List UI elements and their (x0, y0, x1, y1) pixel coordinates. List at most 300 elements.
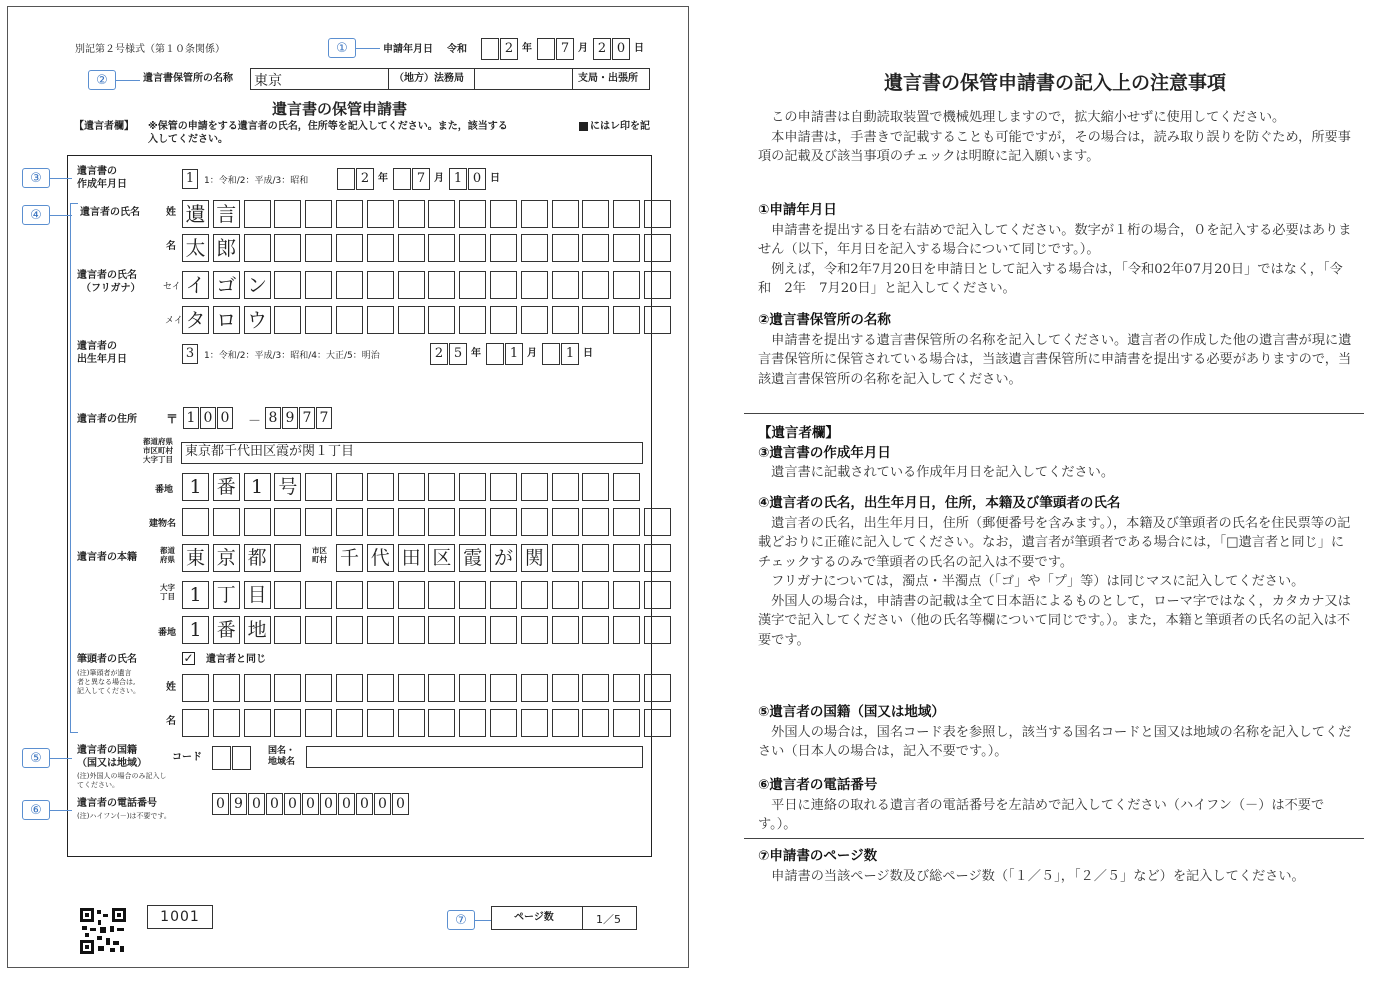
char-box[interactable] (305, 306, 332, 334)
phone-label: 遺言者の電話番号 (77, 798, 157, 809)
char-box[interactable] (305, 674, 332, 702)
date-digit-box[interactable]: 2 (500, 38, 518, 60)
char-box[interactable] (398, 271, 425, 299)
char-box[interactable] (459, 709, 486, 737)
char-box[interactable] (274, 200, 301, 228)
char-box[interactable] (644, 581, 671, 609)
char-box[interactable] (244, 709, 271, 737)
date-digit-box[interactable] (337, 168, 355, 190)
marker-4: ④ (22, 205, 50, 225)
date-digit-box[interactable]: 0 (612, 38, 630, 60)
char-box[interactable] (398, 200, 425, 228)
char-box[interactable] (552, 306, 579, 334)
char-box[interactable]: 0 (217, 407, 233, 429)
date-unit: 年 (378, 173, 388, 184)
char-box[interactable] (582, 271, 609, 299)
char-box[interactable] (398, 709, 425, 737)
notes-s3-head: ③遺言書の作成年月日 (758, 444, 891, 461)
char-box[interactable] (336, 709, 363, 737)
char-box[interactable] (613, 508, 640, 536)
date-digit-box[interactable] (393, 168, 411, 190)
char-box[interactable] (613, 709, 640, 737)
nation-note (77, 772, 166, 790)
char-box[interactable] (459, 581, 486, 609)
char-box[interactable] (552, 616, 579, 644)
char-box[interactable] (521, 508, 548, 536)
char-box[interactable] (305, 200, 332, 228)
char-box[interactable] (521, 306, 548, 334)
char-box[interactable] (582, 508, 609, 536)
postal-digit-box[interactable]: 9 (282, 407, 298, 429)
char-box[interactable]: 郎 (213, 234, 240, 262)
char-box[interactable] (305, 473, 332, 501)
char-box[interactable]: 言 (213, 200, 240, 228)
nation-note-2: てください。 (77, 781, 119, 789)
birth-era-options: 1：令和/2：平成/3：昭和/4：大正/5：明治 (204, 351, 380, 361)
nation-name-label-1: 国名・ (268, 746, 296, 756)
date-unit: 月 (527, 348, 537, 359)
hittou-mei-label: 名 (166, 716, 176, 727)
char-box[interactable] (459, 473, 486, 501)
char-box[interactable] (336, 674, 363, 702)
notes-s4-body: 遺言者の氏名，出生年月日，住所（郵便番号を含みます。），本籍及び筆頭者の氏名を住民票等の記載どおりに正確に記入してください。なお，遺言者が筆頭者である場合には，「□遺言者と同じ」にチェックするのみで筆頭者の氏名の記入は不要です。 フリガナについては，濁点・半濁点（「ゴ」や「プ」等）は同じマスに記入してください。 外国人の場合は，申請書の記載は全て日本語によるものとして，ローマ字ではなく，カタカナ又は漢字で記入してください（他の氏名等欄について同じです。）。また，本籍と筆頭者の氏名の記入は不要です。 (758, 515, 1351, 648)
date-digit-box[interactable]: 7 (412, 168, 430, 190)
oaza-label-1: 大字 (160, 583, 175, 592)
marker-4-connector (50, 215, 72, 216)
notes-section-head: 【遺言者欄】 (758, 425, 839, 441)
char-box[interactable]: 1 (182, 616, 209, 644)
char-box[interactable] (367, 200, 394, 228)
char-box[interactable]: ゴ (213, 271, 240, 299)
char-box[interactable] (644, 544, 671, 572)
char-box[interactable] (490, 508, 517, 536)
hittou-note (77, 669, 140, 696)
nation-name-label (268, 746, 295, 768)
char-box[interactable] (182, 709, 209, 737)
notes-s1-head: ①申請年月日 (758, 202, 837, 218)
office-mid: （地方）法務局 (394, 73, 464, 84)
char-box[interactable] (336, 306, 363, 334)
char-box[interactable] (521, 674, 548, 702)
char-box[interactable]: 遺 (182, 200, 209, 228)
char-box[interactable] (490, 306, 517, 334)
char-box[interactable] (182, 508, 209, 536)
office-divider (388, 68, 389, 90)
char-box[interactable] (613, 544, 640, 572)
page-label: ページ数 (514, 912, 554, 923)
char-box[interactable] (490, 581, 517, 609)
apply-era: 令和 (447, 44, 467, 55)
char-box[interactable]: 1 (244, 473, 271, 501)
nation-label-2: （国又は地域） (77, 758, 147, 769)
char-box[interactable]: 9 (230, 793, 247, 815)
char-box[interactable] (644, 616, 671, 644)
char-box[interactable] (213, 709, 240, 737)
char-box[interactable] (521, 616, 548, 644)
char-box[interactable] (367, 616, 394, 644)
char-box[interactable] (428, 508, 455, 536)
char-box[interactable] (305, 271, 332, 299)
char-box[interactable] (552, 200, 579, 228)
char-box[interactable] (521, 200, 548, 228)
char-box[interactable] (398, 616, 425, 644)
nation-code-box[interactable] (232, 746, 251, 770)
char-box[interactable] (274, 674, 301, 702)
date-digit-box[interactable] (486, 343, 504, 365)
char-box[interactable]: イ (182, 271, 209, 299)
date-digit-box[interactable]: 2 (356, 168, 374, 190)
char-box[interactable] (244, 508, 271, 536)
char-box[interactable]: 0 (212, 793, 229, 815)
oaza-label-2: 丁目 (160, 592, 175, 601)
hittou-note-3: 記入してください。 (77, 687, 140, 695)
char-box[interactable] (490, 709, 517, 737)
char-box[interactable] (367, 581, 394, 609)
nation-name-label-2: 地域名 (268, 757, 296, 767)
pref-label-3: 大字丁目 (143, 455, 173, 464)
char-box[interactable] (552, 674, 579, 702)
char-box[interactable] (305, 616, 332, 644)
char-box[interactable] (398, 306, 425, 334)
char-box[interactable] (305, 508, 332, 536)
char-box[interactable] (582, 306, 609, 334)
char-box[interactable] (305, 709, 332, 737)
nation-code-box[interactable] (212, 746, 231, 770)
date-digit-box[interactable]: 7 (556, 38, 574, 60)
char-box[interactable] (490, 616, 517, 644)
form-id: 別記第２号様式（第１０条関係） (75, 44, 225, 55)
nation-label-1: 遺言者の国籍 (77, 745, 137, 756)
page-value[interactable]: 1／5 (596, 913, 621, 926)
pref-field[interactable]: 東京都千代田区霞が関１丁目 (181, 442, 643, 464)
char-box[interactable]: 0 (374, 793, 391, 815)
notes-separator (744, 838, 1364, 839)
date-unit: 月 (578, 43, 588, 54)
char-box[interactable]: 番 (213, 473, 240, 501)
char-box[interactable] (244, 674, 271, 702)
char-box[interactable] (367, 306, 394, 334)
char-box[interactable]: 0 (356, 793, 373, 815)
char-box[interactable]: 東 (182, 544, 209, 572)
char-box[interactable] (336, 473, 363, 501)
char-box[interactable]: 京 (213, 544, 240, 572)
char-box[interactable] (428, 271, 455, 299)
char-box[interactable] (274, 544, 301, 572)
char-box[interactable] (274, 616, 301, 644)
page-divider (582, 906, 583, 930)
char-box[interactable] (552, 473, 579, 501)
char-box[interactable] (428, 709, 455, 737)
char-box[interactable]: 関 (521, 544, 548, 572)
char-box[interactable] (459, 674, 486, 702)
char-box[interactable]: 号 (274, 473, 301, 501)
notes-s3-body: 遺言書に記載されている作成年月日を記入してください。 (758, 465, 1115, 480)
char-box[interactable] (367, 473, 394, 501)
hittou-note-1: (注)筆頭者が遺言 (77, 669, 132, 677)
hittou-note-2: 者と異なる場合は, (77, 678, 136, 686)
char-box[interactable] (613, 616, 640, 644)
date-digit-box[interactable] (542, 343, 560, 365)
char-box[interactable] (336, 581, 363, 609)
char-box[interactable] (644, 234, 671, 262)
char-box[interactable] (521, 234, 548, 262)
section-note-2: にはレ印を記 (590, 121, 650, 132)
marker-7: ⑦ (447, 910, 475, 930)
char-box[interactable]: 代 (367, 544, 394, 572)
char-box[interactable]: 区 (428, 544, 455, 572)
char-box[interactable] (490, 473, 517, 501)
marker-7-connector (475, 920, 491, 921)
notes-s1-body: 申請書を提出する日を右詰めで記入してください。数字が１桁の場合，０を記入する必要はありません（以下，年月日を記入する場合について同じです。）。 例えば，令和2年7月20日を申請日として記入する場合は，「令和02年07月20日」ではなく，「令和 2年 7月20日」と記入してください。 (758, 222, 1352, 296)
char-box[interactable] (490, 674, 517, 702)
char-box[interactable]: が (490, 544, 517, 572)
notes-s6-body: 平日に連絡の取れる遺言者の電話番号を左詰めで記入してください（ハイフン（－）は不要です。）。 (758, 797, 1325, 832)
notes-s7-head: ⑦申請書のページ数 (758, 848, 878, 864)
created-era-code[interactable]: 1 (182, 169, 198, 189)
birth-era-code[interactable]: 3 (182, 344, 198, 364)
char-box[interactable]: ウ (244, 306, 271, 334)
char-box[interactable] (336, 508, 363, 536)
char-box[interactable] (274, 234, 301, 262)
char-box[interactable] (459, 306, 486, 334)
char-box[interactable]: 1 (182, 473, 209, 501)
char-box[interactable]: 0 (320, 793, 337, 815)
char-box[interactable] (613, 473, 640, 501)
notes-s2 (758, 311, 1352, 389)
notes-s6-head: ⑥遺言者の電話番号 (758, 777, 878, 793)
honseki-banchi-label: 番地 (158, 628, 177, 638)
date-unit: 月 (434, 173, 444, 184)
notes-title: 遺言書の保管申請書の記入上の注意事項 (883, 72, 1226, 94)
phone-note: (注)ハイフン(－)は不要です。 (77, 812, 171, 820)
char-box[interactable] (644, 200, 671, 228)
char-box[interactable]: 1 (182, 581, 209, 609)
char-box[interactable]: 1 (183, 407, 199, 429)
char-box[interactable] (398, 674, 425, 702)
notes-s4-head: ④遺言者の氏名，出生年月日，住所，本籍及び筆頭者の氏名 (758, 495, 1121, 511)
date-unit: 日 (490, 173, 500, 184)
char-box[interactable]: 0 (200, 407, 216, 429)
date-digit-box[interactable] (537, 38, 555, 60)
char-box[interactable]: 太 (182, 234, 209, 262)
char-box[interactable] (552, 544, 579, 572)
char-box[interactable] (582, 200, 609, 228)
char-box[interactable] (582, 709, 609, 737)
char-box[interactable] (213, 508, 240, 536)
char-box[interactable] (367, 234, 394, 262)
char-box[interactable] (398, 473, 425, 501)
char-box[interactable] (582, 234, 609, 262)
char-box[interactable] (521, 581, 548, 609)
char-box[interactable]: 千 (336, 544, 363, 572)
notes-s3 (758, 424, 1352, 483)
char-box[interactable]: 0 (284, 793, 301, 815)
apply-date-label: 申請年月日 (383, 44, 433, 55)
char-box[interactable] (490, 234, 517, 262)
char-box[interactable]: 0 (302, 793, 319, 815)
char-box[interactable] (613, 234, 640, 262)
char-box[interactable] (336, 234, 363, 262)
char-box[interactable] (428, 200, 455, 228)
char-box[interactable] (613, 271, 640, 299)
building-label: 建物名 (149, 519, 177, 529)
marker-5-connector (50, 758, 72, 759)
char-box[interactable] (490, 200, 517, 228)
char-box[interactable] (274, 581, 301, 609)
char-box[interactable] (644, 674, 671, 702)
marker-5: ⑤ (22, 748, 50, 768)
date-digit-box[interactable]: 1 (449, 168, 467, 190)
notes-separator (744, 413, 1364, 414)
name-label: 遺言者の氏名 (80, 207, 140, 218)
hittou-sei-label: 姓 (166, 682, 176, 693)
char-box[interactable] (613, 200, 640, 228)
qr-code (80, 908, 126, 954)
char-box[interactable]: 地 (244, 616, 271, 644)
char-box[interactable] (213, 674, 240, 702)
office-right: 支局・出張所 (578, 73, 638, 84)
char-box[interactable]: ン (244, 271, 271, 299)
char-box[interactable] (644, 271, 671, 299)
char-box[interactable] (398, 508, 425, 536)
office-divider (474, 68, 475, 90)
hittou-label: 筆頭者の氏名 (77, 654, 137, 665)
date-digit-box[interactable]: 5 (449, 343, 467, 365)
char-box[interactable] (336, 271, 363, 299)
honseki-city-label-1: 市区 (312, 546, 327, 555)
postal-dash: － (248, 414, 262, 429)
char-box[interactable]: 丁 (213, 581, 240, 609)
char-box[interactable] (428, 306, 455, 334)
char-box[interactable] (459, 234, 486, 262)
char-box[interactable] (182, 674, 209, 702)
pref-label-1: 都道府県 (143, 437, 173, 446)
char-box[interactable] (552, 709, 579, 737)
char-box[interactable] (305, 234, 332, 262)
office-value: 東京 (254, 73, 282, 89)
char-box[interactable] (521, 271, 548, 299)
char-box[interactable] (367, 271, 394, 299)
char-box[interactable]: 0 (338, 793, 355, 815)
char-box[interactable] (398, 234, 425, 262)
char-box[interactable]: 0 (392, 793, 409, 815)
char-box[interactable] (459, 616, 486, 644)
nation-name-field[interactable] (306, 746, 643, 768)
address-label: 遺言者の住所 (77, 414, 137, 425)
char-box[interactable] (398, 581, 425, 609)
date-digit-box[interactable]: 0 (468, 168, 486, 190)
char-box[interactable] (428, 581, 455, 609)
char-box[interactable] (367, 709, 394, 737)
marker-6-connector (50, 810, 72, 811)
created-label-1: 遺言書の (77, 166, 117, 177)
date-digit-box[interactable]: 1 (561, 343, 579, 365)
char-box[interactable] (274, 306, 301, 334)
char-box[interactable] (582, 616, 609, 644)
char-box[interactable] (552, 271, 579, 299)
char-box[interactable] (644, 508, 671, 536)
sei-kana-mark: セイ (163, 282, 181, 292)
honseki-label: 遺言者の本籍 (77, 552, 137, 563)
char-box[interactable]: 目 (244, 581, 271, 609)
hittou-checkbox[interactable]: ✓ (183, 651, 194, 665)
char-box[interactable] (490, 271, 517, 299)
char-box[interactable] (305, 581, 332, 609)
banchi-label: 番地 (155, 485, 174, 495)
char-box[interactable] (521, 709, 548, 737)
char-box[interactable] (244, 200, 271, 228)
section-note-3: 入してください。 (148, 134, 228, 145)
char-box[interactable] (274, 508, 301, 536)
char-box[interactable] (521, 473, 548, 501)
postal-digit-box[interactable]: 7 (299, 407, 315, 429)
char-box[interactable] (644, 306, 671, 334)
char-box[interactable]: 田 (398, 544, 425, 572)
notes-s5-body: 外国人の場合は，国名コード表を参照し，該当する国名コードと国又は地域の名称を記入してください（日本人の場合は，記入不要です。）。 (758, 724, 1352, 759)
char-box[interactable]: 都 (244, 544, 271, 572)
date-digit-box[interactable]: 2 (430, 343, 448, 365)
char-box[interactable] (244, 234, 271, 262)
char-box[interactable] (582, 674, 609, 702)
date-digit-box[interactable] (481, 38, 499, 60)
birth-label-1: 遺言者の (77, 341, 117, 352)
postal-digit-box[interactable]: 8 (265, 407, 281, 429)
char-box[interactable] (552, 581, 579, 609)
notes-s2-head: ②遺言書保管所の名称 (758, 312, 891, 328)
char-box[interactable] (459, 200, 486, 228)
hittou-check-label: 遺言者と同じ (206, 654, 266, 665)
char-box[interactable]: 0 (266, 793, 283, 815)
section-note-head: 【遺言者欄】 (74, 121, 134, 132)
char-box[interactable] (644, 709, 671, 737)
kana-label-1: 遺言者の氏名 (77, 270, 137, 281)
char-box[interactable]: ロ (213, 306, 240, 334)
char-box[interactable] (336, 200, 363, 228)
char-box[interactable]: 番 (213, 616, 240, 644)
marker-6: ⑥ (22, 800, 50, 820)
char-box[interactable] (274, 271, 301, 299)
date-digit-box[interactable]: 2 (593, 38, 611, 60)
office-divider (572, 68, 573, 90)
char-box[interactable] (428, 473, 455, 501)
char-box[interactable] (552, 234, 579, 262)
postal-digit-box[interactable]: 7 (316, 407, 332, 429)
char-box[interactable] (428, 616, 455, 644)
char-box[interactable]: 0 (248, 793, 265, 815)
char-box[interactable] (613, 581, 640, 609)
char-box[interactable] (367, 508, 394, 536)
char-box[interactable] (552, 508, 579, 536)
honseki-city-label (312, 546, 327, 564)
char-box[interactable] (582, 544, 609, 572)
date-unit: 年 (522, 43, 532, 54)
char-box[interactable] (428, 234, 455, 262)
char-box[interactable] (336, 616, 363, 644)
char-box[interactable] (582, 473, 609, 501)
char-box[interactable] (459, 271, 486, 299)
char-box[interactable] (459, 508, 486, 536)
char-box[interactable] (274, 709, 301, 737)
char-box[interactable] (428, 674, 455, 702)
char-box[interactable] (613, 306, 640, 334)
char-box[interactable]: タ (182, 306, 209, 334)
kana-label-2: （フリガナ） (81, 283, 141, 294)
char-box[interactable] (613, 674, 640, 702)
char-box[interactable] (582, 581, 609, 609)
char-box[interactable]: 霞 (459, 544, 486, 572)
char-box[interactable] (367, 674, 394, 702)
date-digit-box[interactable]: 1 (505, 343, 523, 365)
